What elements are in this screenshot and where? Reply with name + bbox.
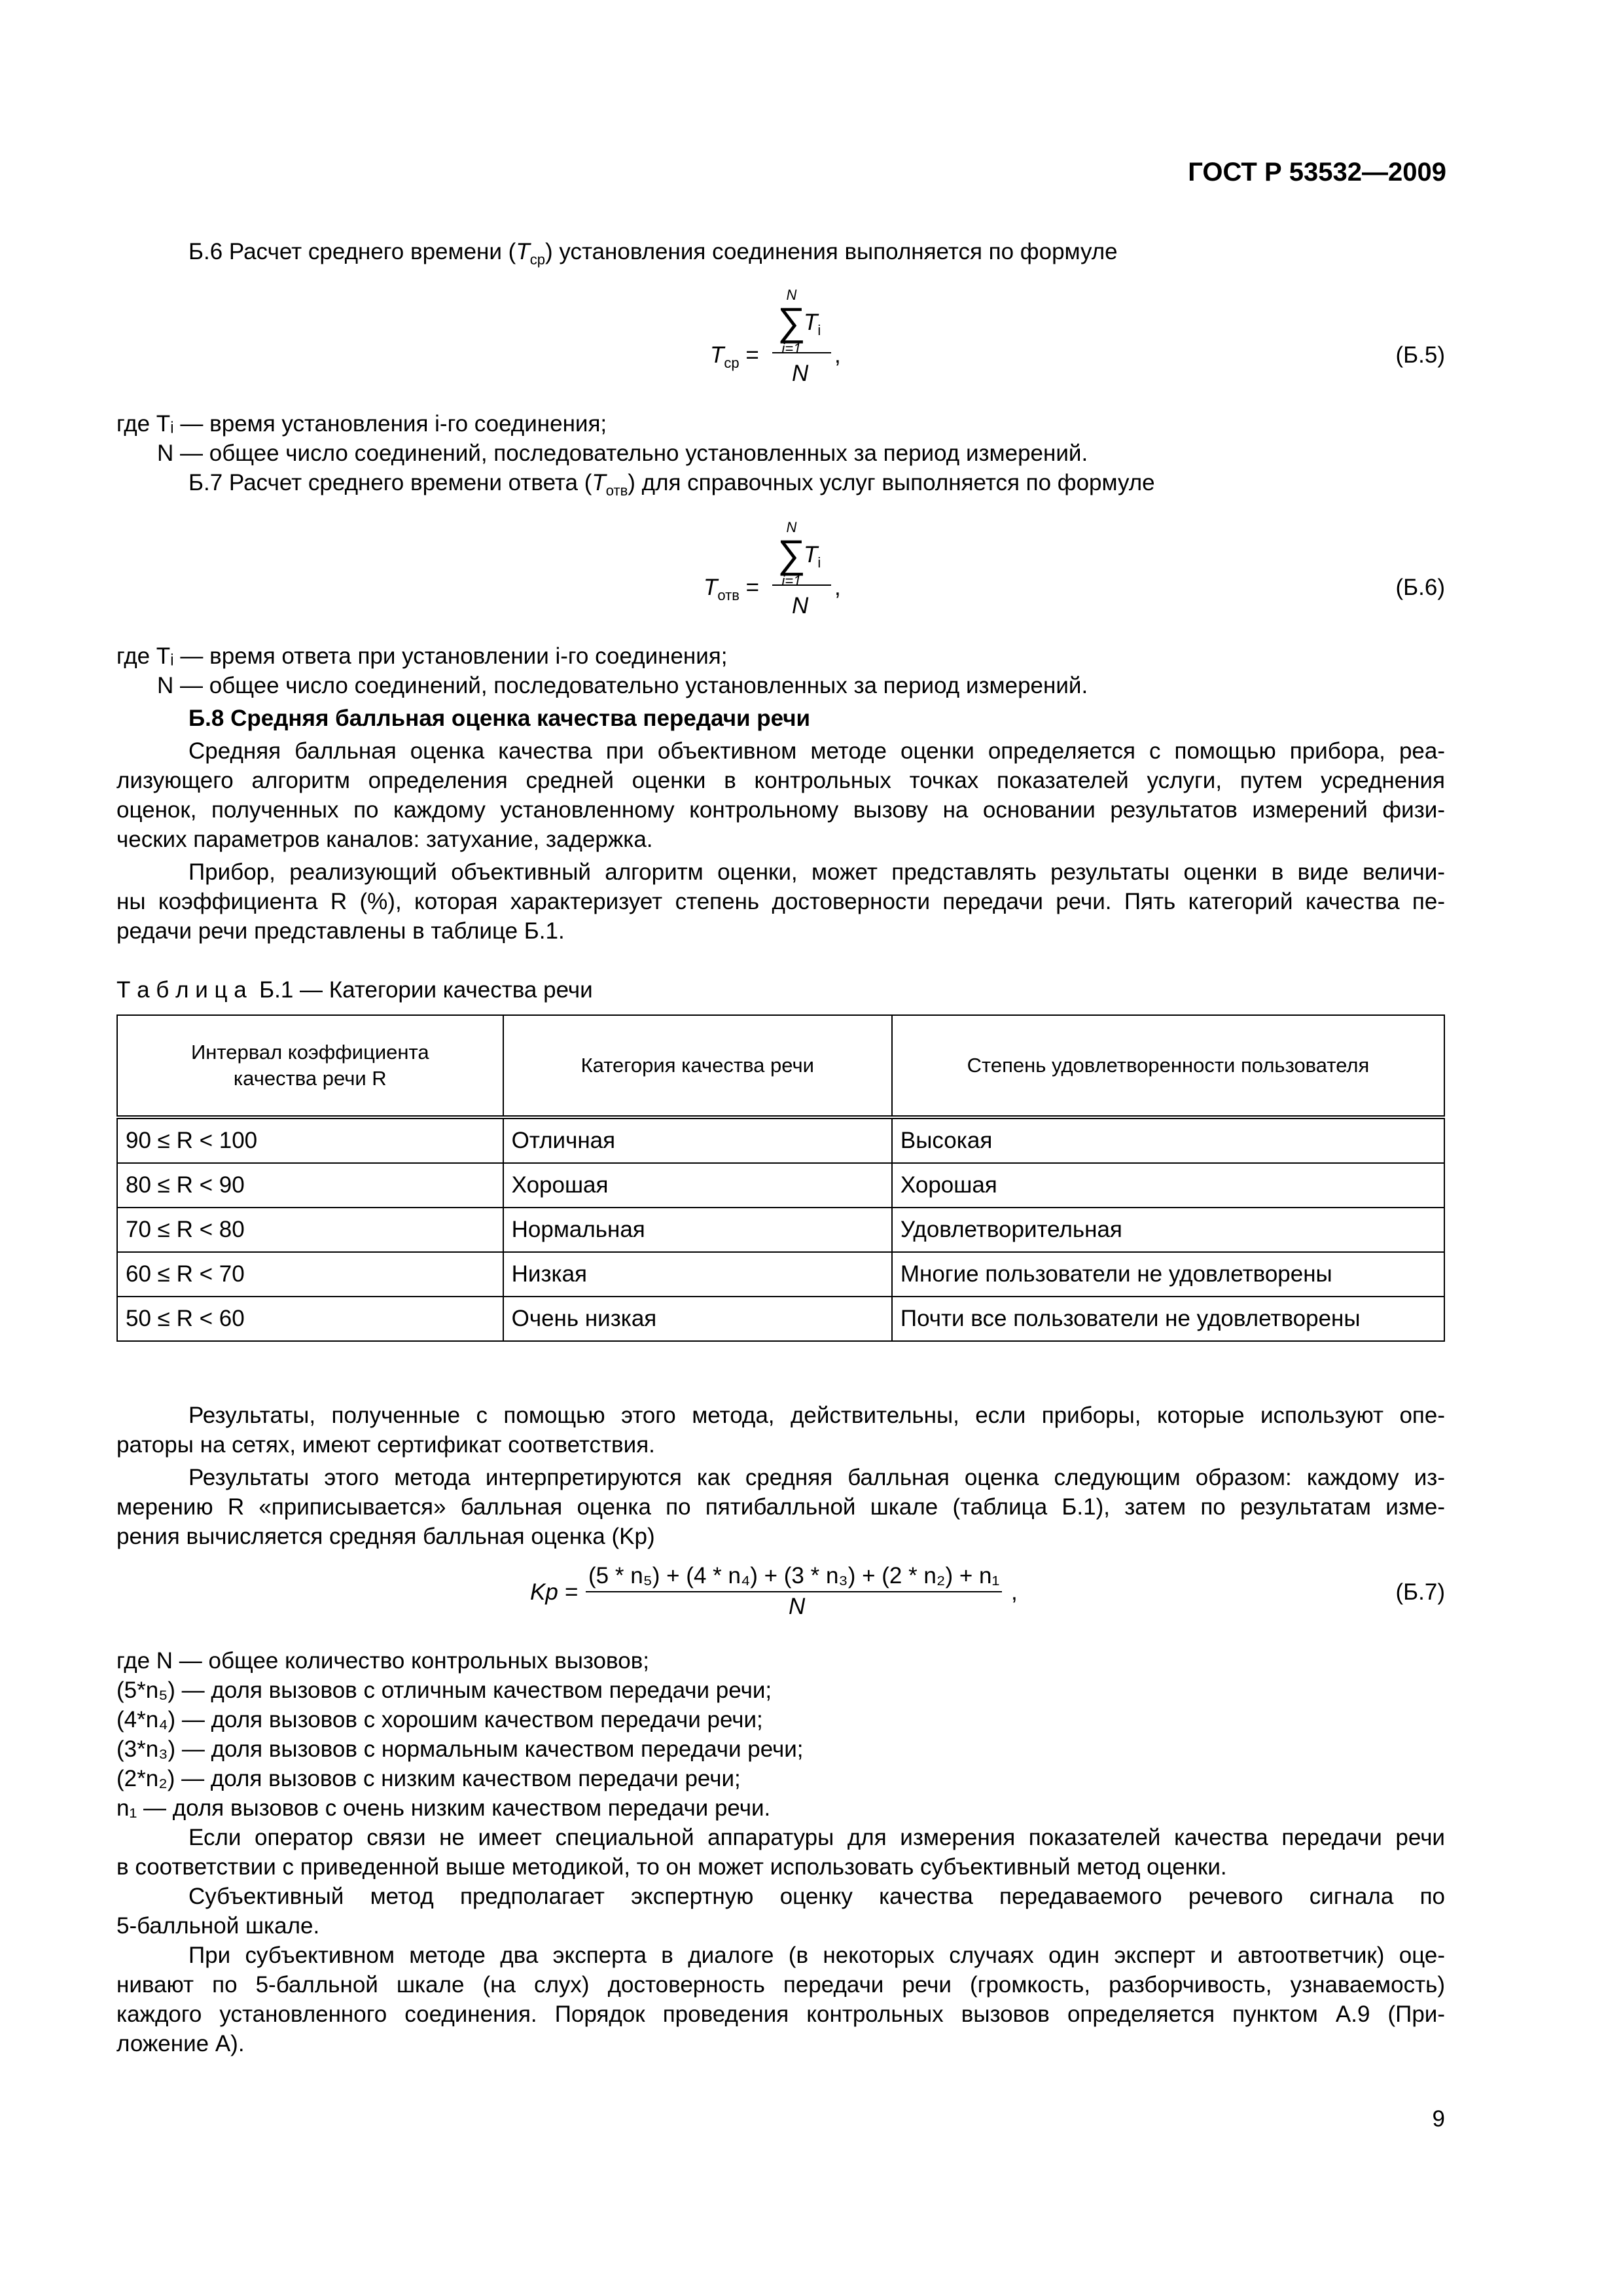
b6-intro-text-1: Б.6 Расчет среднего времени ( [188, 239, 516, 264]
table-cell: 90 ≤ R < 100 [117, 1117, 503, 1163]
b8-p2-line-1: Прибор, реализующий объективный алгоритм оценки, может представлять результаты оценки в виде величи- [188, 859, 1445, 885]
kp-where-line: (5*n₅) — доля вызовов с отличным качеством передачи речи; [116, 1677, 772, 1703]
after-p2-line-2: мерению R «приписывается» балльная оценка по пятибалльной шкале (таблица Б.1), затем по результатам изме- [116, 1494, 1445, 1520]
b7-eq-number: (Б.6) [1395, 575, 1445, 600]
b6-where-2: N — общее число соединений, последовательно установленных за период измерений. [157, 440, 1088, 466]
b7-formula-tail: , [834, 575, 841, 600]
table-cell: Многие пользователи не удовлетворены [892, 1252, 1444, 1297]
b7-formula-lhs: $T_{отв}$ = [704, 575, 760, 603]
table-header-cell: Категория качества речи [503, 1015, 892, 1117]
after-p2-line-1: Результаты этого метода интерпретируются как средняя балльная оценка следующим образом: каждому из- [188, 1465, 1445, 1490]
table-cell: Очень низкая [503, 1297, 892, 1341]
kp-where-line: (3*n₃) — доля вызовов с нормальным качеством передачи речи; [116, 1736, 804, 1762]
table-row [117, 1297, 1444, 1341]
b7-fraction-bar [772, 584, 831, 586]
b6-formula-lhs: $T_{ср}$ = [710, 342, 759, 371]
table-cell: Удовлетворительная [892, 1208, 1444, 1252]
b7-sum-symbol: N ∑ i=1 [777, 519, 806, 589]
b7-sum-term: $T_i$ [804, 542, 821, 571]
table-row [117, 1252, 1444, 1297]
after-p5-line-2: нивают по 5-балльной шкале (на слух) достоверность передачи речи (громкость, разборчивость, узнаваемость) [116, 1972, 1445, 1998]
table-header-cell: Интервал коэффициента качества речи R [117, 1015, 503, 1117]
b8-p1-line-3: оценок, полученных по каждому установленному контрольному вызову на основании результатов измерений физи- [116, 797, 1445, 823]
b7-denominator: N [792, 593, 809, 619]
after-p5-line-3: каждого установленного соединения. Порядок проведения контрольных вызовов определяется пунктом А.9 (При- [116, 2001, 1445, 2027]
kp-formula-tail: , [1011, 1579, 1018, 1605]
b7-intro: Б.7 Расчет среднего времени ответа $(T_{отв})$ для справочных услуг выполняется по формуле [188, 470, 1155, 499]
b6-intro [116, 237, 1445, 275]
table-cell: Хорошая [503, 1163, 892, 1208]
table-header-row [117, 1015, 1444, 1117]
b6-formula-tail: , [834, 342, 841, 368]
b7-where-1: где Tᵢ — время ответа при установлении i-го соединения; [116, 643, 728, 669]
after-p4-line-2: 5-балльной шкале. [116, 1913, 320, 1939]
table-cell: 70 ≤ R < 80 [117, 1208, 503, 1252]
b8-heading: Б.8 Средняя балльная оценка качества передачи речи [188, 706, 811, 731]
b6-sum-term: $T_i$ [804, 310, 821, 338]
b7-where-2: N — общее число соединений, последовательно установленных за период измерений. [157, 673, 1088, 698]
kp-where-line: где N — общее количество контрольных вызовов; [116, 1648, 650, 1674]
table-cell: Почти все пользователи не удовлетворены [892, 1297, 1444, 1341]
b8-p2-line-3: редачи речи представлены в таблице Б.1. [116, 918, 565, 944]
after-p3-line-1: Если оператор связи не имеет специальной аппаратуры для измерения показателей качества передачи речи [188, 1825, 1445, 1850]
b8-p1-line-4: ческих параметров каналов: затухание, задержка. [116, 827, 653, 852]
b6-denominator: N [792, 361, 809, 386]
after-p5-line-1: При субъективном методе два эксперта в диалоге (в некоторых случаях один эксперт и автоответчик) оце- [188, 1943, 1445, 1968]
b8-p1-line-1: Средняя балльная оценка качества при объективном методе оценки определяется с помощью прибора, реа- [188, 738, 1445, 764]
table-cell: Хорошая [892, 1163, 1444, 1208]
b6-intro-sub: ср [529, 251, 545, 268]
kp-formula-denominator: N [789, 1594, 806, 1619]
kp-formula-numerator: (5 * n₅) + (4 * n₄) + (3 * n₃) + (2 * n₂) + n₁ [586, 1561, 1002, 1592]
b6-fraction-bar [772, 352, 831, 353]
b6-sum-symbol: N ∑ i=1 [777, 287, 806, 357]
kp-where-line: (4*n₄) — доля вызовов с хорошим качеством передачи речи; [116, 1707, 763, 1732]
after-p1-line-2: раторы на сетях, имеют сертификат соответствия. [116, 1432, 655, 1458]
table-cell: Отличная [503, 1117, 892, 1163]
document-id-header: ГОСТ Р 53532—2009 [1188, 158, 1446, 187]
table-cell: Высокая [892, 1117, 1444, 1163]
b6-eq-number: (Б.5) [1395, 342, 1445, 368]
b8-p1-line-2: лизующего алгоритм определения средней оценки в контрольных точках показателей услуги, путем усреднения [116, 768, 1445, 793]
table-header-cell: Степень удовлетворенности пользователя [892, 1015, 1444, 1117]
table-row [117, 1117, 1444, 1163]
speech-quality-table [116, 1014, 1445, 1342]
after-p3-line-2: в соответствии с приведенной выше методикой, то он может использовать субъективный метод оценки. [116, 1854, 1227, 1880]
after-p5-line-4: ложение А). [116, 2031, 245, 2056]
table-cell: 60 ≤ R < 70 [117, 1252, 503, 1297]
table-cell: 50 ≤ R < 60 [117, 1297, 503, 1341]
after-p4-line-1: Субъективный метод предполагает экспертную оценку качества передаваемого речевого сигнала по [188, 1884, 1445, 1909]
table-row [117, 1163, 1444, 1208]
b6-where-1: где Tᵢ — время установления i-го соединения; [116, 411, 607, 437]
table-cell: Низкая [503, 1252, 892, 1297]
after-p1-line-1: Результаты, полученные с помощью этого метода, действительны, если приборы, которые используют опе- [188, 1403, 1445, 1428]
table-cell: 80 ≤ R < 90 [117, 1163, 503, 1208]
table-row [117, 1208, 1444, 1252]
kp-where-line: (2*n₂) — доля вызовов с низким качеством передачи речи; [116, 1766, 741, 1791]
table-cell: Нормальная [503, 1208, 892, 1252]
page-number: 9 [1432, 2106, 1445, 2132]
after-p2-line-3: рения вычисляется средняя балльная оценка (Kp) [116, 1524, 655, 1549]
kp-formula-lhs: Kp = [530, 1579, 578, 1605]
b6-intro-text-2: ) установления соединения выполняется по формуле [544, 239, 1118, 264]
table-caption: Т а б л и ц а Б.1 — Категории качества речи [116, 977, 593, 1003]
b6-intro-var: T [516, 239, 530, 264]
kp-eq-number: (Б.7) [1395, 1579, 1445, 1605]
b8-p2-line-2: ны коэффициента R (%), которая характеризует степень достоверности передачи речи. Пять категорий качества пе- [116, 889, 1445, 914]
kp-where-line: n₁ — доля вызовов с очень низким качеством передачи речи. [116, 1795, 771, 1821]
